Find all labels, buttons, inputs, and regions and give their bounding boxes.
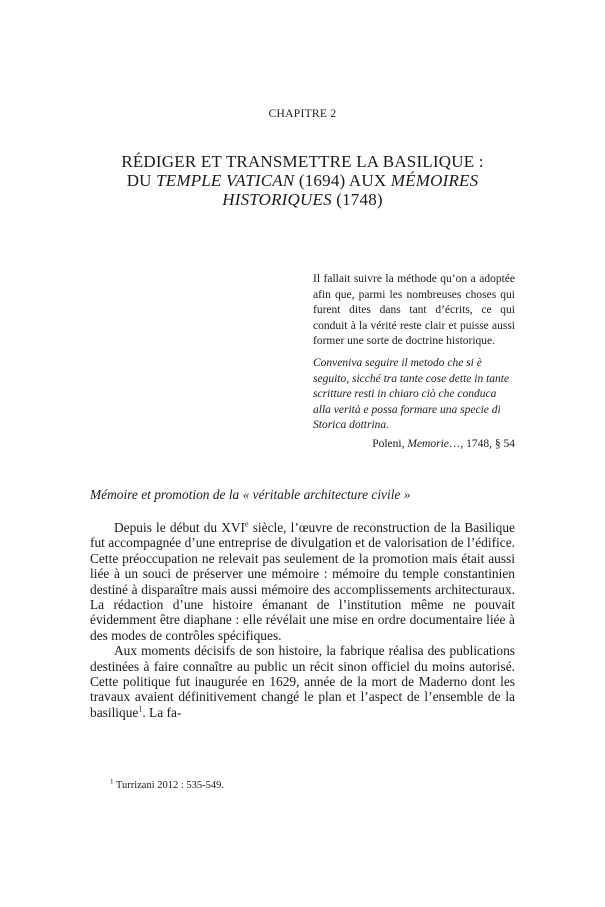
title-suffix: (1748) [331, 190, 383, 209]
chapter-label: CHAPITRE 2 [268, 108, 337, 120]
paragraph-2-end: . La fa- [142, 704, 182, 720]
epigraph-italian: Conveniva seguire il metodo che si è seguito, sicché tra tante cose dette in tante scritture resti in chiaro ciò che conduca alla verità e possa formare una specie di Storica dottrina. [313, 356, 510, 432]
epigraph-source-title: Memorie [407, 437, 449, 450]
footnote-ref-1[interactable]: 1 [138, 704, 143, 714]
title-prefix: DU [126, 171, 157, 190]
title-italic-temple: TEMPLE VATICAN [156, 171, 295, 190]
epigraph-source-rest: …, 1748, § 54 [448, 437, 515, 450]
paragraph-2 [90, 643, 515, 720]
title-middle: (1694) AUX [294, 171, 391, 190]
section-heading: Mémoire et promotion de la « véritable architecture civile » [90, 487, 411, 502]
footnote-text: Turrizani 2012 : 535-549. [113, 780, 225, 791]
epigraph-french: Il fallait suivre la méthode qu’on a adoptée afin que, parmi les nombreuses choses qui furent dites dans tant d’écrits, ce qui conduit à la vérité reste clair et puisse aussi former une sorte de doctrine historique. [313, 273, 515, 348]
epigraph [313, 272, 515, 450]
footnote-marker: 1 [110, 777, 114, 786]
title-italic-memoires: MÉMOIRES [390, 171, 479, 190]
paragraph-1 [90, 520, 515, 643]
chapter-title-line-1: RÉDIGER ET TRANSMETTRE LA BASILIQUE : [121, 152, 484, 171]
epigraph-source [313, 438, 515, 450]
chapter-title-line-2 [90, 171, 515, 190]
paragraph-1-rest: siècle, l’œuvre de reconstruction de la Basilique fut accompagnée d’une entreprise de divulgation et de valorisation de l’édifice. Cette préoccupation ne relevait pas seulement de la promotion mais était aussi liée à un souci de préserver une mémoire : mémoire du temple constantinien destiné à disparaître mais aussi mémoire des accomplissements architecturaux. La rédaction d’une histoire émanant de l’institution même ne pouvait évidemment être diaphane : elle révélait une mise en ordre documentaire liée à des modes de contrôles spécifiques. [90, 520, 515, 643]
footnote-1 [110, 777, 510, 791]
century-superscript: e [245, 519, 249, 529]
body-text [90, 520, 515, 720]
chapter-title [90, 152, 515, 209]
title-italic-historiques: HISTORIQUES [222, 190, 332, 209]
paragraph-1-start: Depuis le début du XVI [114, 520, 246, 535]
chapter-title-line-3 [90, 190, 515, 209]
paragraph-2-start: Aux moments décisifs de son histoire, la fabrique réalisa des publications destinées à faire connaître au public un récit sinon officiel du moins autorisé. Cette politique fut inaugurée en 1629, année de la mort de Maderno dont les travaux avaient définitivement changé le plan et l’aspect de l’ensemble de la basilique [90, 643, 515, 720]
epigraph-source-author: Poleni, [372, 437, 408, 450]
